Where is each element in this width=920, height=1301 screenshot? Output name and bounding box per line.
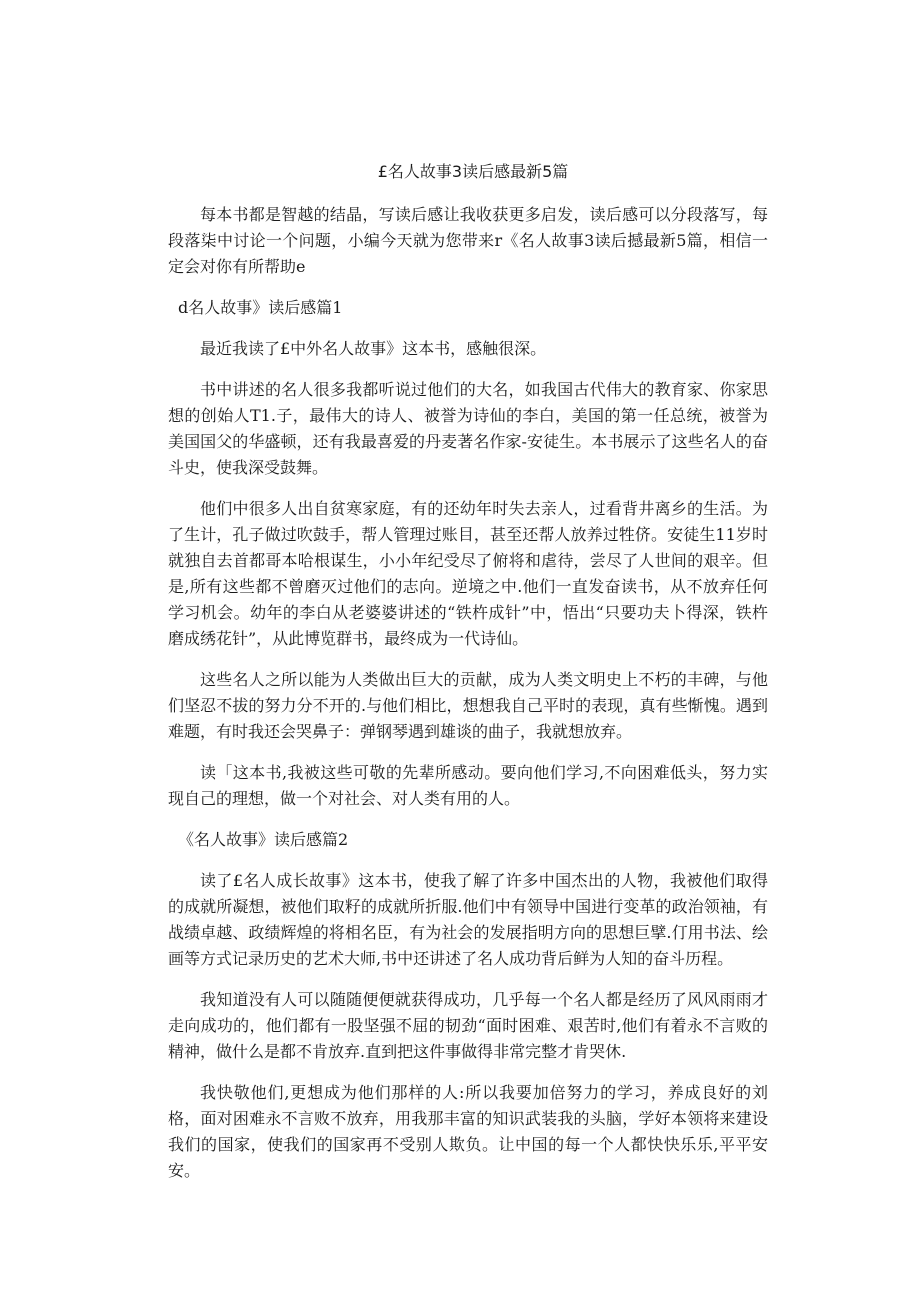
body-paragraph: 我知道没有人可以随随便便就获得成功，几乎每一个名人都是经历了风风雨雨才走向成功的，他们都有一股坚强不屈的韧劲“面时困难、艰苦时,他们有着永不言败的精神，做什么是都不肯放弃.直到把这件事做得非常完整才肯哭休. <box>168 990 768 1061</box>
document-title: £名人故事3读后感最新5篇 <box>377 162 569 181</box>
body-paragraph: 他们中很多人出自贫寒家庭，有的还幼年时失去亲人，过看背井离乡的生活。为了生计，孔子做过吹鼓手，帮人管理过账目，甚至还帮人放养过牲侪。安徒生11岁时就独自去首都哥本哈根谋生，小小年纪受尽了俯将和虐待，尝尽了人世间的艰辛。但是,所有这些都不曾磨灭过他们的志向。逆境之中.他们一直发奋读书，从不放弃任何学习机会。幼年的李白从老婆婆讲述的“铁杵成针”中，悟出“只要功夫卜得深，铁杵磨成绣花针”，从此博览群书，最终成为一代诗仙。 <box>168 499 768 648</box>
section-heading: d名人故事》读后感篇1 <box>178 298 343 317</box>
section-2 <box>168 827 768 1184</box>
section-1 <box>168 295 768 812</box>
body-paragraph: 读了£名人成长故事》这本书，使我了解了许多中国杰出的人物，我被他们取得的成就所凝想，被他们取籽的成就所折服.他们中有领导中国进行变革的政治领袖，有战绩卓越、政绩辉煌的将相名臣，有为社会的发展指明方向的思想巨擘.仃用书法、绘画等方式记录历史的艺术大师,书中还讲述了名人成功背后鲜为人知的奋斗历程。 <box>168 871 768 968</box>
body-paragraph: 读「这本书,我被这些可敬的先辈所感动。要向他们学习,不向困难低头，努力实现自己的理想，做一个对社会、对人类有用的人。 <box>168 763 768 808</box>
section-heading: 《名人故事》读后感篇2 <box>178 830 349 849</box>
body-paragraph: 我快敬他们,更想成为他们那样的人:所以我要加倍努力的学习，养成良好的刘格，面对困难永不言败不放弃，用我那丰富的知识武装我的头脑，学好本领将来建设我们的国家，使我们的国家再不受别人欺负。让中国的每一个人都快快乐乐,平平安安。 <box>168 1083 768 1180</box>
document-page <box>168 160 768 1199</box>
intro-paragraph: 每本书都是智越的结晶，写读后感让我收获更多启发，读后感可以分段落写，每段落柒中讨论一个问题，小编今天就为您带来r《名人故事3读后撼最新5篇，相信一定会对你有所帮助e <box>168 205 768 276</box>
body-paragraph: 最近我读了£中外名人故事》这本书，感触很深。 <box>200 339 547 358</box>
body-paragraph: 这些名人之所以能为人类做出巨大的贡献，成为人类文明史上不朽的丰碑，与他们坚忍不拔的努力分不开的.与他们相比，想想我自己平时的表现，真有些惭愧。遇到难题，有时我还会哭鼻子：弹钢琴遇到雄谈的曲子，我就想放弃。 <box>168 670 768 741</box>
body-paragraph: 书中讲述的名人很多我都听说过他们的大名，如我国古代伟大的教育家、你家思想的创始人T1.子，最伟大的诗人、被誉为诗仙的李白，美国的第一任总统，被誉为美国国父的华盛顿，还有我最喜爱的丹麦著名作家-安徒生。本书展示了这些名人的奋斗史，使我深受鼓舞。 <box>168 380 768 477</box>
